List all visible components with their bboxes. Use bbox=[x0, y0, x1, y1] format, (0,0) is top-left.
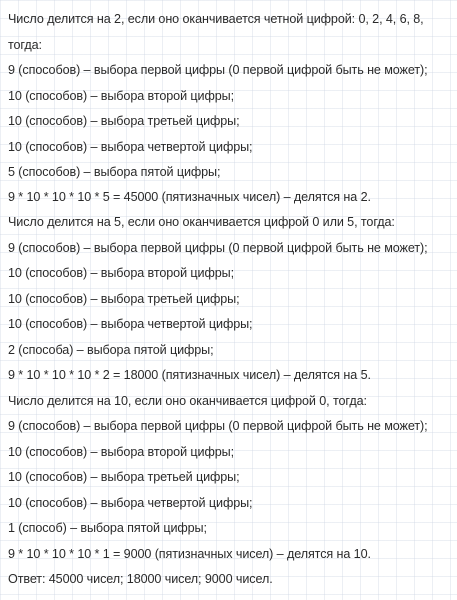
step-fourth-digit: 10 (способов) – выбора четвертой цифры; bbox=[8, 140, 253, 154]
step-fifth-digit: 1 (способ) – выбора пятой цифры; bbox=[8, 521, 207, 535]
final-answer: Ответ: 45000 чисел; 18000 чисел; 9000 чисел. bbox=[8, 572, 273, 586]
intro-divisible-by-2-continued: тогда: bbox=[8, 38, 42, 52]
step-second-digit: 10 (способов) – выбора второй цифры; bbox=[8, 445, 234, 459]
step-fourth-digit: 10 (способов) – выбора четвертой цифры; bbox=[8, 496, 253, 510]
step-second-digit: 10 (способов) – выбора второй цифры; bbox=[8, 266, 234, 280]
step-fifth-digit: 5 (способов) – выбора пятой цифры; bbox=[8, 165, 221, 179]
step-first-digit: 9 (способов) – выбора первой цифры (0 первой цифрой быть не может); bbox=[8, 241, 428, 255]
intro-divisible-by-5: Число делится на 5, если оно оканчивается цифрой 0 или 5, тогда: bbox=[8, 215, 395, 229]
result-divisible-by-5: 9 * 10 * 10 * 10 * 2 = 18000 (пятизначных чисел) – делятся на 5. bbox=[8, 368, 371, 382]
step-fourth-digit: 10 (способов) – выбора четвертой цифры; bbox=[8, 317, 253, 331]
step-third-digit: 10 (способов) – выбора третьей цифры; bbox=[8, 114, 240, 128]
step-third-digit: 10 (способов) – выбора третьей цифры; bbox=[8, 292, 240, 306]
result-divisible-by-10: 9 * 10 * 10 * 10 * 1 = 9000 (пятизначных чисел) – делятся на 10. bbox=[8, 547, 371, 561]
result-divisible-by-2: 9 * 10 * 10 * 10 * 5 = 45000 (пятизначных чисел) – делятся на 2. bbox=[8, 190, 371, 204]
intro-divisible-by-2: Число делится на 2, если оно оканчивается четной цифрой: 0, 2, 4, 6, 8, bbox=[8, 12, 424, 26]
step-first-digit: 9 (способов) – выбора первой цифры (0 первой цифрой быть не может); bbox=[8, 419, 428, 433]
step-first-digit: 9 (способов) – выбора первой цифры (0 первой цифрой быть не может); bbox=[8, 63, 428, 77]
intro-divisible-by-10: Число делится на 10, если оно оканчивается цифрой 0, тогда: bbox=[8, 394, 367, 408]
step-fifth-digit: 2 (способа) – выбора пятой цифры; bbox=[8, 343, 214, 357]
step-second-digit: 10 (способов) – выбора второй цифры; bbox=[8, 89, 234, 103]
step-third-digit: 10 (способов) – выбора третьей цифры; bbox=[8, 470, 240, 484]
